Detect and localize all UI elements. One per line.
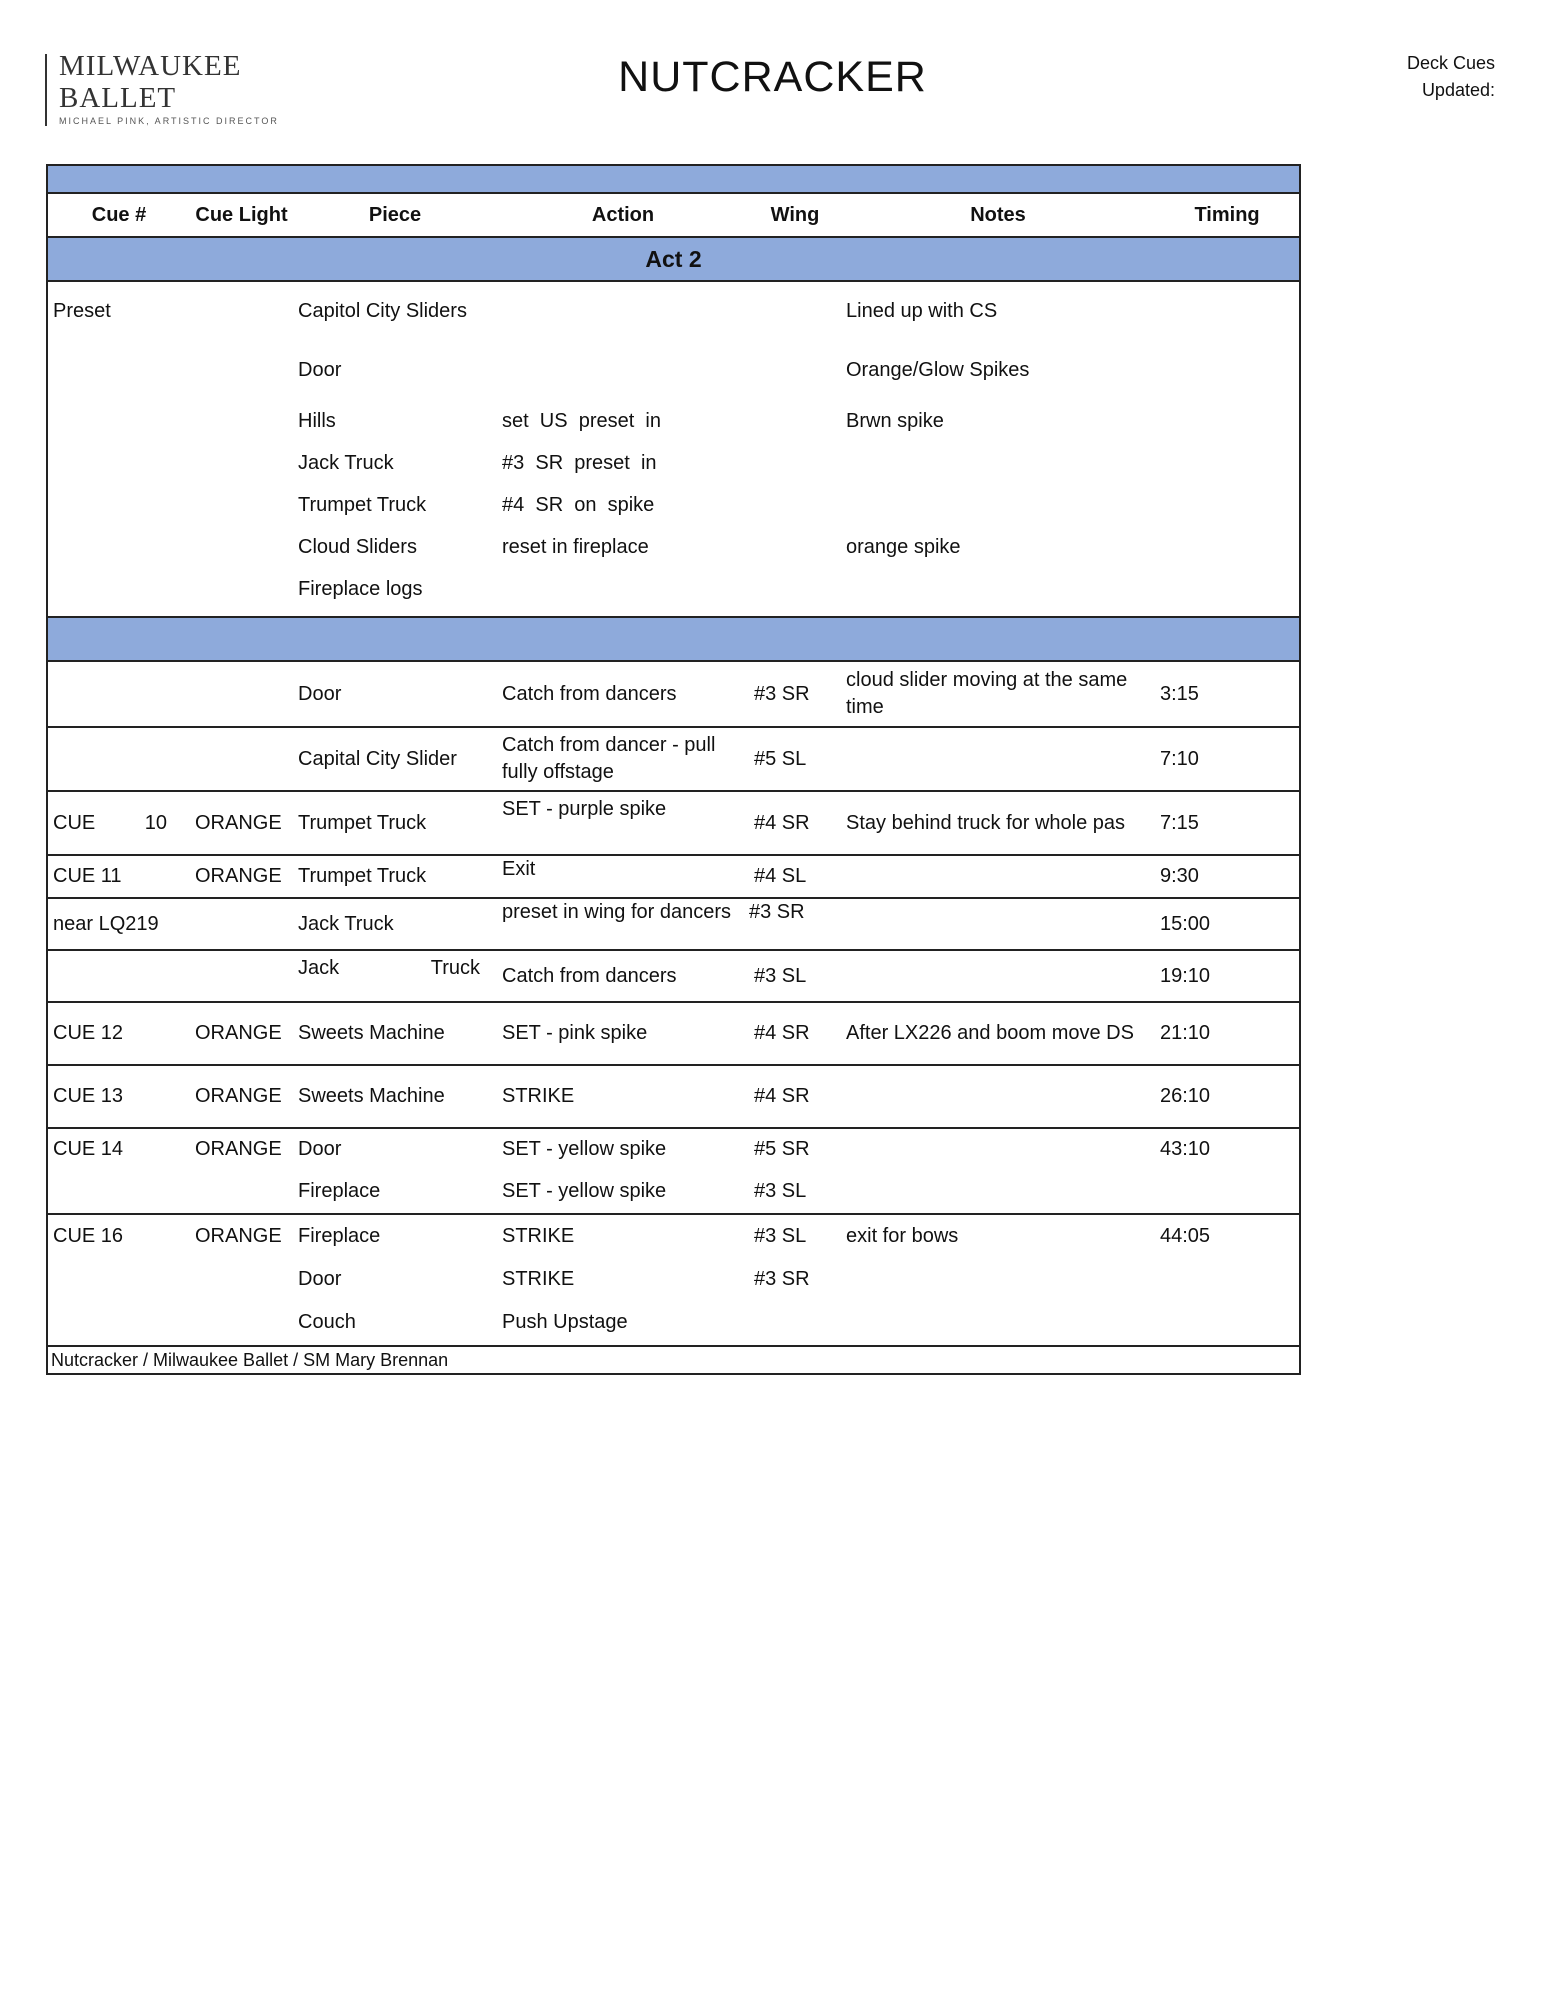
cue-piece: Trumpet Truck <box>293 791 497 855</box>
updated-label: Updated: <box>1421 80 1495 100</box>
cue-wing: #4 SL <box>749 855 841 898</box>
cue-action: SET - yellow spike <box>502 1180 667 1202</box>
preset-piece: Door <box>298 358 342 381</box>
header-timing: Timing <box>1155 193 1300 237</box>
header-action: Action <box>497 193 749 237</box>
cue-notes <box>841 950 1155 1002</box>
table-row <box>47 791 1300 855</box>
preset-row <box>47 568 1300 617</box>
cue-light: ORANGE <box>190 791 293 855</box>
header-cue-light: Cue Light <box>190 193 293 237</box>
cue-notes <box>841 1258 1155 1300</box>
cue-action: STRIKE <box>497 1065 749 1128</box>
cue-timing: 43:10 <box>1155 1128 1300 1170</box>
cue-num <box>47 661 190 727</box>
cue-piece: Jack Truck <box>293 898 497 950</box>
cue-num <box>47 950 190 1002</box>
header-wing: Wing <box>749 193 841 237</box>
cue-num-value: 10 <box>144 811 167 834</box>
cue-notes <box>841 1170 1155 1214</box>
cue-action: Catch from dancer - pull fully offstage <box>497 727 749 791</box>
cue-num: CUE 11 <box>47 855 190 898</box>
cue-piece: Trumpet Truck <box>293 855 497 898</box>
cue-notes <box>841 898 1155 950</box>
cue-timing: 15:00 <box>1155 898 1300 950</box>
cue-light: ORANGE <box>190 1214 293 1258</box>
cue-piece-part-2: Truck <box>430 957 480 979</box>
top-band <box>47 165 1300 193</box>
cue-action: preset in wing for dancers <box>497 898 749 950</box>
cue-piece: Door <box>293 661 497 727</box>
cue-num: CUE <box>53 811 96 834</box>
cue-wing: #3 SL <box>749 950 841 1002</box>
cue-piece: Sweets Machine <box>293 1065 497 1128</box>
preset-piece: Cloud Sliders <box>298 535 417 558</box>
cue-timing: 44:05 <box>1155 1214 1300 1258</box>
preset-piece: Fireplace logs <box>298 577 423 600</box>
act-row <box>47 237 1300 281</box>
preset-cue: Preset <box>53 299 111 322</box>
preset-row <box>47 340 1300 400</box>
header-cue-num: Cue # <box>47 193 190 237</box>
cue-num: CUE 16 <box>47 1214 190 1258</box>
cue-timing: 21:10 <box>1155 1002 1300 1065</box>
cue-num <box>47 1170 190 1214</box>
cue-timing: 19:10 <box>1155 950 1300 1002</box>
cue-wing: #4 SR <box>749 791 841 855</box>
cue-timing: 9:30 <box>1155 855 1300 898</box>
cue-wing <box>749 1300 841 1346</box>
cue-timing <box>1155 1300 1300 1346</box>
preset-action <box>497 568 749 617</box>
cue-wing: #3 SR <box>754 1267 810 1290</box>
preset-notes: Lined up with CS <box>846 299 998 322</box>
cue-timing <box>1155 1170 1300 1214</box>
footer-row <box>47 1346 1300 1374</box>
table-row <box>47 1002 1300 1065</box>
cue-light: ORANGE <box>190 1002 293 1065</box>
cue-num <box>47 727 190 791</box>
cue-piece-cell <box>293 950 497 1002</box>
cue-piece: Fireplace <box>293 1214 497 1258</box>
cue-light: ORANGE <box>190 1128 293 1170</box>
table-row <box>47 898 1300 950</box>
cue-num-cell <box>47 791 190 855</box>
cue-notes <box>841 1065 1155 1128</box>
cue-wing: #3 SL <box>749 1214 841 1258</box>
cue-wing: #3 SL <box>754 1180 807 1202</box>
cue-action: SET - yellow spike <box>497 1128 749 1170</box>
cue-light <box>190 898 293 950</box>
cue-timing: 7:10 <box>1155 727 1300 791</box>
preset-row <box>47 484 1300 526</box>
cue-light: ORANGE <box>190 855 293 898</box>
cue-num: CUE 13 <box>47 1065 190 1128</box>
cue-notes: After LX226 and boom move DS <box>841 1002 1155 1065</box>
cue-piece: Door <box>298 1267 342 1290</box>
table-row <box>47 855 1300 898</box>
cue-piece: Jack <box>298 957 340 979</box>
table-row <box>47 1300 1300 1346</box>
preset-action: set US preset in <box>502 409 661 432</box>
cue-wing: #4 SR <box>749 1065 841 1128</box>
cue-piece: Door <box>293 1128 497 1170</box>
logo-line-2: BALLET <box>59 82 177 114</box>
preset-row <box>47 281 1300 340</box>
cue-light <box>190 1258 293 1300</box>
cue-wing: #5 SR <box>749 1128 841 1170</box>
table-row <box>47 1170 1300 1214</box>
deck-cues-label: Deck Cues <box>1406 53 1495 73</box>
header-row <box>47 193 1300 237</box>
section-band <box>47 617 1300 661</box>
cue-notes <box>841 1128 1155 1170</box>
table-row <box>47 950 1300 1002</box>
cue-action: Catch from dancers <box>497 661 749 727</box>
cue-wing: #3 SR <box>749 661 841 727</box>
cue-wing: #4 SR <box>749 1002 841 1065</box>
preset-notes <box>841 442 1155 484</box>
preset-row <box>47 442 1300 484</box>
cue-notes <box>841 1300 1155 1346</box>
cue-num: CUE 12 <box>47 1002 190 1065</box>
cue-light <box>190 661 293 727</box>
logo-line-1: MILWAUKEE <box>59 50 242 82</box>
preset-row <box>47 400 1300 442</box>
cue-wing: #3 SR <box>749 898 841 950</box>
preset-action <box>497 340 749 400</box>
cue-notes: cloud slider moving at the same time <box>841 661 1155 727</box>
preset-action: #4 SR on spike <box>502 493 655 516</box>
table-row <box>47 727 1300 791</box>
cue-timing: 26:10 <box>1155 1065 1300 1128</box>
cue-piece: Couch <box>298 1311 356 1333</box>
cue-num: near LQ219 <box>47 898 190 950</box>
cue-light: ORANGE <box>190 1065 293 1128</box>
preset-action <box>497 281 749 340</box>
logo-tagline: MICHAEL PINK, ARTISTIC DIRECTOR <box>59 116 279 126</box>
preset-piece: Trumpet Truck <box>298 493 427 516</box>
preset-action: #3 SR preset in <box>502 451 657 474</box>
preset-piece: Hills <box>298 409 336 432</box>
cue-notes <box>841 727 1155 791</box>
cue-notes: Stay behind truck for whole pas <box>841 791 1155 855</box>
cue-action: STRIKE <box>502 1267 575 1290</box>
preset-action: reset in fireplace <box>502 535 649 558</box>
cue-light <box>190 727 293 791</box>
cue-timing <box>1155 1258 1300 1300</box>
deck-cues-table <box>46 164 1301 1375</box>
page-title: NUTCRACKER <box>618 53 927 101</box>
cue-wing: #5 SL <box>749 727 841 791</box>
header-notes: Notes <box>841 193 1155 237</box>
table-row <box>47 1214 1300 1258</box>
cue-light <box>190 1170 293 1214</box>
table-row <box>47 1258 1300 1300</box>
cue-notes: exit for bows <box>841 1214 1155 1258</box>
act-label: Act 2 <box>47 237 1300 281</box>
cue-action: Exit <box>497 855 749 898</box>
footer-credit: Nutcracker / Milwaukee Ballet / SM Mary Brennan <box>47 1346 1300 1374</box>
preset-piece: Jack Truck <box>298 451 394 474</box>
preset-notes <box>841 484 1155 526</box>
cue-timing: 3:15 <box>1155 661 1300 727</box>
cue-num: CUE 14 <box>47 1128 190 1170</box>
header-piece: Piece <box>293 193 497 237</box>
cue-action: Push Upstage <box>502 1311 628 1333</box>
cue-action: SET - purple spike <box>497 791 749 855</box>
cue-piece: Capital City Slider <box>293 727 497 791</box>
cue-action: Catch from dancers <box>497 950 749 1002</box>
cue-light <box>190 950 293 1002</box>
preset-notes: Brwn spike <box>846 409 944 432</box>
cue-notes <box>841 855 1155 898</box>
table-row <box>47 661 1300 727</box>
cue-num <box>47 1300 190 1346</box>
cue-piece: Fireplace <box>298 1180 381 1202</box>
cue-num <box>47 1258 190 1300</box>
cue-timing: 7:15 <box>1155 791 1300 855</box>
preset-notes: orange spike <box>846 535 961 558</box>
preset-notes <box>841 568 1155 617</box>
cue-action: SET - pink spike <box>497 1002 749 1065</box>
preset-piece: Capitol City Sliders <box>298 299 467 322</box>
cue-light <box>190 1300 293 1346</box>
preset-notes: Orange/Glow Spikes <box>846 358 1030 381</box>
deck-cues-block <box>1407 50 1495 104</box>
preset-row <box>47 526 1300 568</box>
cue-piece: Sweets Machine <box>293 1002 497 1065</box>
cue-action: STRIKE <box>497 1214 749 1258</box>
table-row <box>47 1128 1300 1170</box>
table-row <box>47 1065 1300 1128</box>
